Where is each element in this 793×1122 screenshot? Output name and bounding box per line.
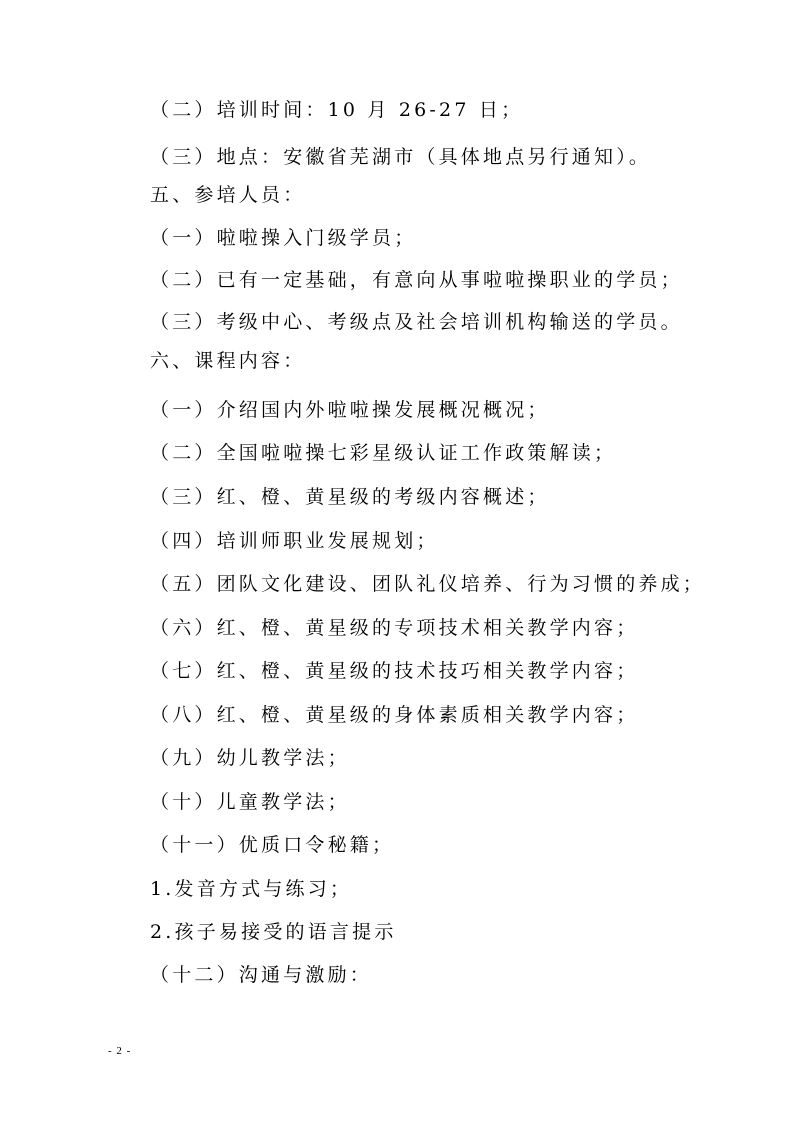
line-subitem-1: 1.发音方式与练习； [150,878,353,900]
line-participant-2: （二）已有一定基础，有意向从事啦啦操职业的学员； [150,269,683,291]
line-course-9: （九）幼儿教学法； [150,747,350,769]
line-course-6: （六）红、橙、黄星级的专项技术相关教学内容； [150,617,639,639]
heading-course-content: 六、课程内容： [150,350,306,372]
line-training-time: （二）培训时间：10 月 26-27 日； [150,99,524,121]
line-course-11: （十一）优质口令秘籍； [150,834,395,856]
line-course-2: （二）全国啦啦操七彩星级认证工作政策解读； [150,442,617,464]
line-course-1: （一）介绍国内外啦啦操发展概况概况； [150,399,550,421]
line-course-12: （十二）沟通与激励： [150,964,373,986]
line-course-7: （七）红、橙、黄星级的技术技巧相关教学内容； [150,660,639,682]
line-location: （三）地点：安徽省芜湖市（具体地点另行通知）。 [150,146,652,168]
line-subitem-2: 2.孩子易接受的语言提示 [150,921,397,943]
line-participant-1: （一）啦啦操入门级学员； [150,227,417,249]
page-number: - 2 - [108,1045,132,1057]
heading-participants: 五、参培人员： [150,184,306,206]
line-course-3: （三）红、橙、黄星级的考级内容概述； [150,486,550,508]
line-course-8: （八）红、橙、黄星级的身体素质相关教学内容； [150,704,639,726]
line-participant-3: （三）考级中心、考级点及社会培训机构输送的学员。 [150,311,683,333]
line-course-5: （五）团队文化建设、团队礼仪培养、行为习惯的养成； [150,573,706,595]
line-course-10: （十）儿童教学法； [150,791,350,813]
line-course-4: （四）培训师职业发展规划； [150,530,439,552]
